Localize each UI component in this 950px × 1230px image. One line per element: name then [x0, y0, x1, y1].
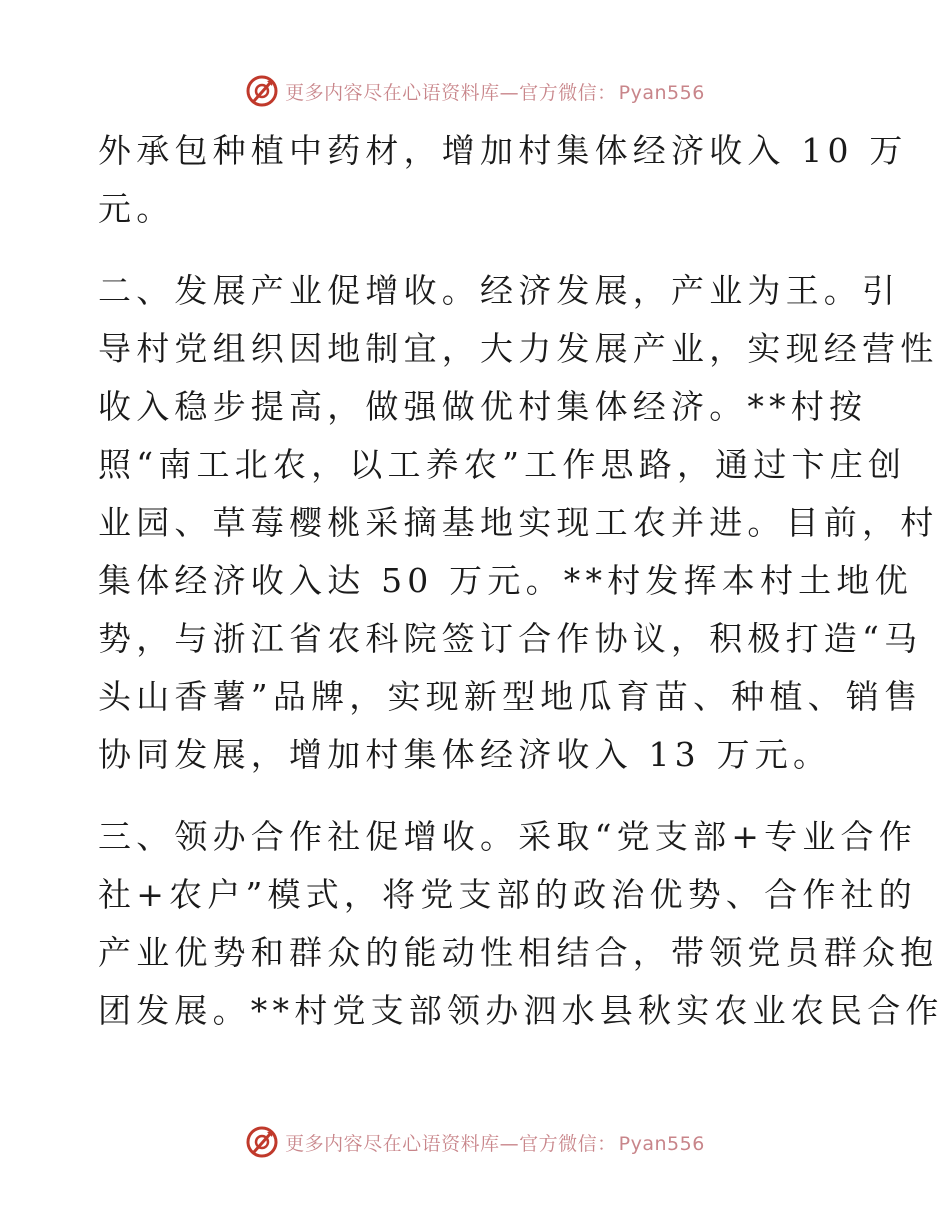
paragraph-2: [98, 262, 939, 784]
watermark-id: Pyan556: [618, 81, 705, 104]
text-line: 业园、草莓樱桃采摘基地实现工农并进。目前，村: [98, 503, 939, 542]
logo-icon: [245, 1125, 279, 1159]
text-line: 协同发展，增加村集体经济收入 13 万元。: [98, 735, 832, 774]
text-line: 照“南工北农，以工养农”工作思路，通过卞庄创: [98, 445, 907, 484]
text-line: 社+农户”模式，将党支部的政治优势、合作社的: [98, 875, 917, 914]
text-line: 三、领办合作社促增收。采取“党支部+专业合作: [98, 817, 917, 856]
watermark-id: Pyan556: [618, 1132, 705, 1155]
paragraph-3: [98, 808, 944, 1040]
watermark-text: [285, 78, 705, 105]
text-line: 集体经济收入达 50 万元。**村发挥本村土地优: [98, 561, 913, 600]
header-watermark: [0, 71, 950, 111]
document-body: [98, 122, 944, 1040]
text-line: 势，与浙江省农科院签订合作协议，积极打造“马: [98, 619, 923, 658]
text-line: 团发展。**村党支部领办泗水县秋实农业农民合作: [98, 991, 944, 1030]
text-line: 收入稳步提高，做强做优村集体经济。**村按: [98, 387, 868, 426]
watermark-label: 更多内容尽在心语资料库—官方微信：: [285, 81, 617, 104]
logo-icon: [245, 74, 279, 108]
watermark-label: 更多内容尽在心语资料库—官方微信：: [285, 1132, 617, 1155]
paragraph-1: [98, 122, 908, 238]
text-line: 导村党组织因地制宜，大力发展产业，实现经营性: [98, 329, 939, 368]
text-line: 元。: [98, 189, 175, 228]
footer-watermark: [0, 1122, 950, 1162]
text-line: 外承包种植中药材，增加村集体经济收入 10 万: [98, 131, 908, 170]
text-line: 二、发展产业促增收。经济发展，产业为王。引: [98, 271, 901, 310]
text-line: 产业优势和群众的能动性相结合，带领党员群众抱: [98, 933, 939, 972]
watermark-text: [285, 1129, 705, 1156]
text-line: 头山香薯”品牌，实现新型地瓜育苗、种植、销售: [98, 677, 923, 716]
